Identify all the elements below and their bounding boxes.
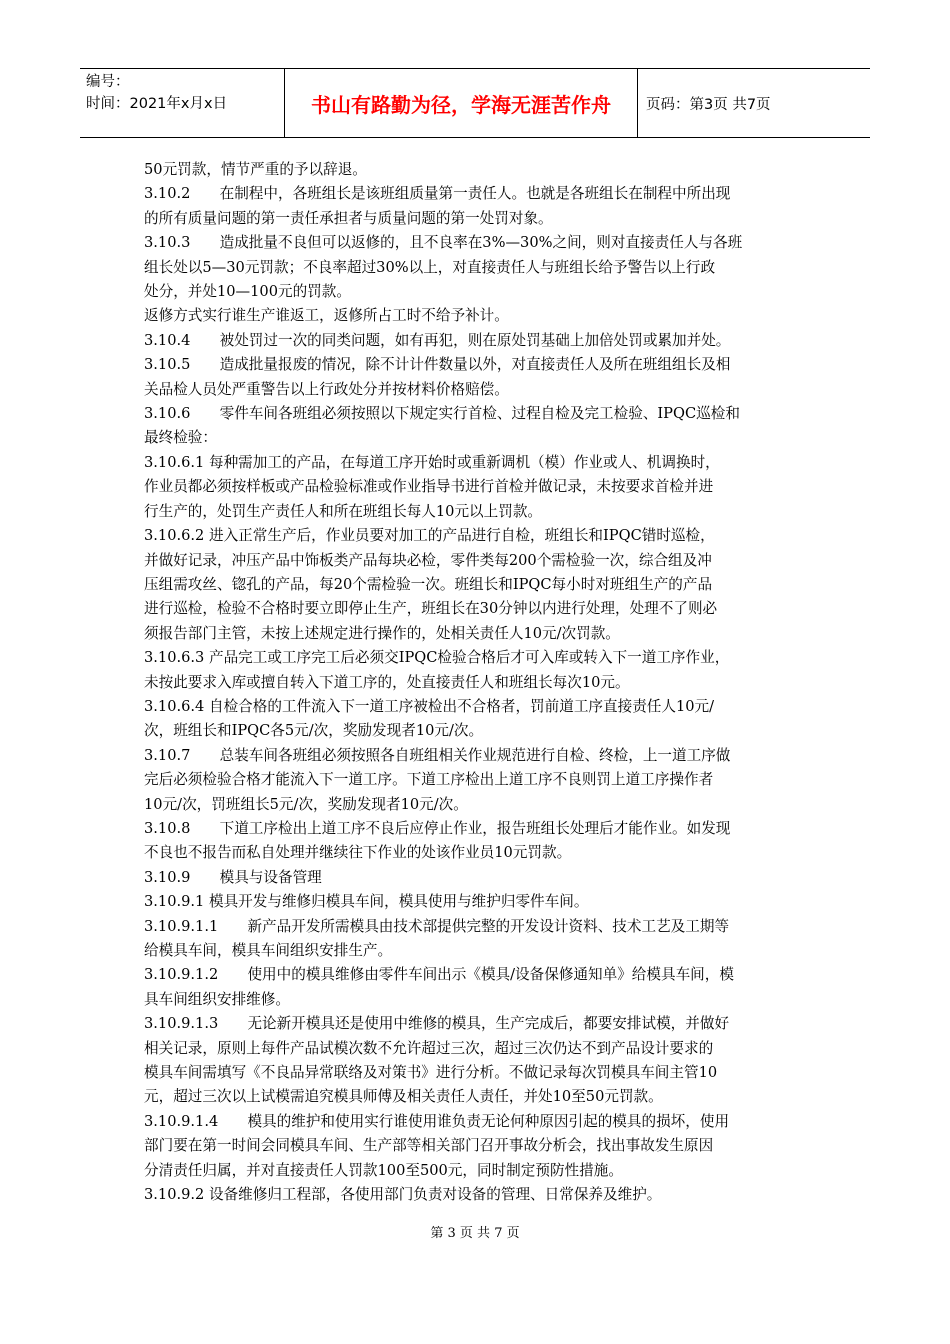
body-line: 压组需攻丝、锪孔的产品，每20个需检验一次。班组长和IPQC每小时对班组生产的产品 xyxy=(144,575,713,593)
document-code-label: 编号： xyxy=(86,74,130,90)
body-line: 模具车间需填写《不良品异常联络及对策书》进行分析。不做记录每次罚模具车间主管10 xyxy=(144,1064,718,1082)
body-line: 3.10.6.2 进入正常生产后，作业员要对加工的产品进行自检，班组长和IPQC错时巡检， xyxy=(144,527,715,545)
body-line: 完后必须检验合格才能流入下一道工序。下道工序检出上道工序不良则罚上道工序操作者 xyxy=(144,771,714,789)
body-line: 组长处以5—30元罚款；不良率超过30%以上，对直接责任人与班组长给予警告以上行政 xyxy=(144,258,716,276)
body-line: 3.10.2 在制程中，各班组长是该班组质量第一责任人。也就是各班组长在制程中所出现 xyxy=(144,185,731,203)
body-line: 3.10.4 被处罚过一次的同类问题，如有再犯，则在原处罚基础上加倍处罚或累加并处。 xyxy=(144,331,731,349)
body-line: 行生产的，处罚生产责任人和所在班组长每人10元以上罚款。 xyxy=(144,502,543,520)
body-line: 3.10.6.1 每种需加工的产品，在每道工序开始时或重新调机（模）作业或人、机调换时， xyxy=(144,453,720,471)
body-line: 须报告部门主管，未按上述规定进行操作的，处相关责任人10元/次罚款。 xyxy=(144,624,620,642)
document-date: 时间：2021年x月x日 xyxy=(86,96,228,112)
body-line: 3.10.7 总装车间各班组必须按照各自班组相关作业规范进行自检、终检，上一道工序做 xyxy=(144,746,731,764)
body-line: 未按此要求入库或擅自转入下道工序的，处直接责任人和班组长每次10元。 xyxy=(144,673,630,691)
body-line: 关品检人员处严重警告以上行政处分并按材料价格赔偿。 xyxy=(144,380,509,398)
header-page-number: 页码：第3页 共7页 xyxy=(646,96,771,113)
body-line: 元，超过三次以上试模需追究模具师傅及相关责任人责任，并处10至50元罚款。 xyxy=(144,1088,663,1106)
page-footer: 第 3 页 共 7 页 xyxy=(430,1226,520,1241)
body-line: 3.10.8 下道工序检出上道工序不良后应停止作业，报告班组长处理后才能作业。如发现 xyxy=(144,819,731,837)
body-line: 10元/次，罚班组长5元/次，奖励发现者10元/次。 xyxy=(144,795,468,813)
body-line: 3.10.9.1.3 无论新开模具还是使用中维修的模具，生产完成后，都要安排试模，并做好 xyxy=(144,1015,730,1033)
body-line: 分清责任归属，并对直接责任人罚款100至500元，同时制定预防性措施。 xyxy=(144,1161,623,1179)
body-line: 的所有质量问题的第一责任承担者与质量问题的第一处罚对象。 xyxy=(144,209,553,227)
body-line: 3.10.9.1.1 新产品开发所需模具由技术部提供完整的开发设计资料、技术工艺及工期等 xyxy=(144,917,730,935)
body-line: 给模具车间，模具车间组织安排生产。 xyxy=(144,942,393,959)
body-line: 不良也不报告而私自处理并继续往下作业的处该作业员10元罚款。 xyxy=(144,844,572,862)
header-motto: 书山有路勤为径，学海无涯苦作舟 xyxy=(285,69,638,137)
document-body xyxy=(144,158,812,1207)
body-line: 具车间组织安排维修。 xyxy=(144,990,290,1008)
body-line: 处分，并处10—100元的罚款。 xyxy=(144,283,351,301)
body-line: 3.10.6 零件车间各班组必须按照以下规定实行首检、过程自检及完工检验、IPQC巡检和 xyxy=(144,405,740,423)
body-line: 3.10.9.1.4 模具的维护和使用实行谁使用谁负责无论何种原因引起的模具的损坏，使用 xyxy=(144,1112,730,1130)
body-line: 3.10.3 造成批量不良但可以返修的，且不良率在3%—30%之间，则对直接责任人与各班 xyxy=(144,234,743,252)
body-line: 50元罚款，情节严重的予以辞退。 xyxy=(144,161,367,178)
body-line: 返修方式实行谁生产谁返工，返修所占工时不给予补计。 xyxy=(144,307,509,325)
body-line: 次，班组长和IPQC各5元/次，奖励发现者10元/次。 xyxy=(144,722,484,740)
body-line: 作业员都必须按样板或产品检验标准或作业指导书进行首检并做记录，未按要求首检并进 xyxy=(144,478,714,496)
body-line: 3.10.9.2 设备维修归工程部，各使用部门负责对设备的管理、日常保养及维护。 xyxy=(144,1186,662,1204)
body-line: 3.10.6.3 产品完工或工序完工后必须交IPQC检验合格后才可入库或转入下一道工序作业， xyxy=(144,649,730,667)
body-line: 3.10.6.4 自检合格的工件流入下一道工序被检出不合格者，罚前道工序直接责任人10元/ xyxy=(144,697,715,715)
body-line: 3.10.9.1 模具开发与维修归模具车间，模具使用与维护归零件车间。 xyxy=(144,893,589,911)
body-line: 3.10.9.1.2 使用中的模具维修由零件车间出示《模具/设备保修通知单》给模具车间，模 xyxy=(144,966,734,984)
body-line: 相关记录，原则上每件产品试模次数不允许超过三次，超过三次仍达不到产品设计要求的 xyxy=(144,1039,714,1057)
body-line: 进行巡检，检验不合格时要立即停止生产，班组长在30分钟以内进行处理，处理不了则必 xyxy=(144,600,718,618)
body-line: 3.10.5 造成批量报废的情况，除不计计件数量以外，对直接责任人及所在班组组长及相 xyxy=(144,356,731,374)
header-meta xyxy=(80,69,285,137)
body-line: 部门要在第一时间会同模具车间、生产部等相关部门召开事故分析会，找出事故发生原因 xyxy=(144,1137,714,1155)
page-header xyxy=(80,68,870,138)
body-line: 3.10.9 模具与设备管理 xyxy=(144,868,322,886)
body-line: 最终检验： xyxy=(144,429,217,447)
body-line: 并做好记录，冲压产品中饰板类产品每块必检，零件类每200个需检验一次，综合组及冲 xyxy=(144,551,712,569)
